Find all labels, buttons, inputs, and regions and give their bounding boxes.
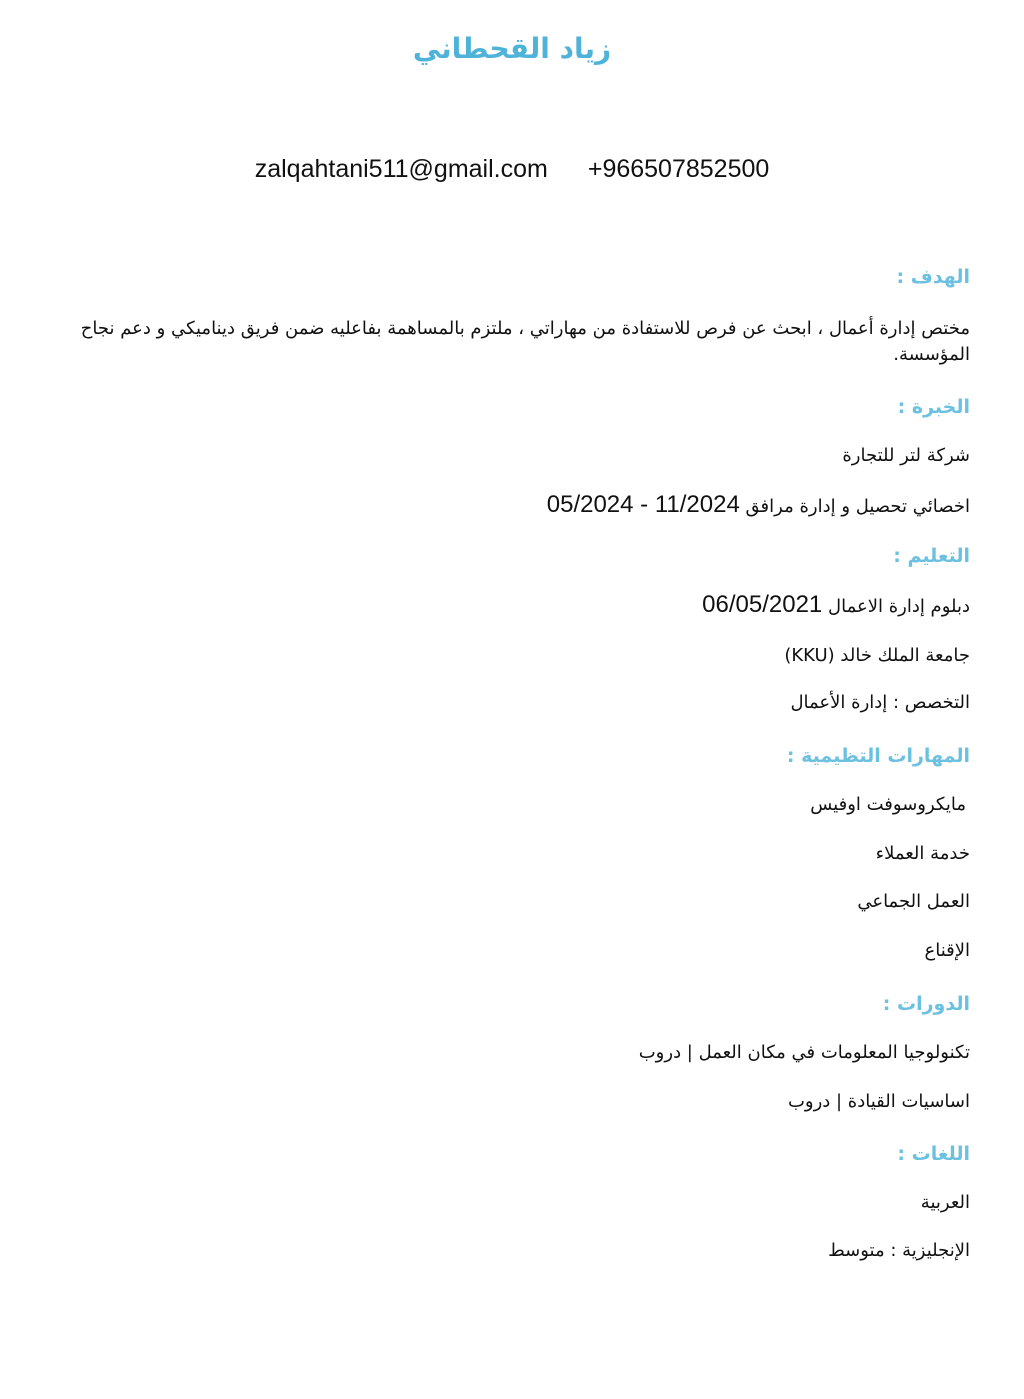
contact-info: [0, 155, 1024, 184]
skill-item: خدمة العملاء: [875, 843, 970, 864]
experience-role: اخصائي تحصيل و إدارة مرافق: [745, 496, 970, 517]
language-item: الإنجليزية : متوسط: [828, 1240, 970, 1261]
education-degree-line: [702, 592, 970, 620]
course-item: تكنولوجيا المعلومات في مكان العمل | دروب: [638, 1042, 970, 1063]
education-date: 06/05/2021: [702, 591, 823, 618]
skills-heading: المهارات التظيمية :: [786, 745, 970, 767]
course-item: اساسيات القيادة | دروب: [787, 1091, 970, 1112]
skill-item: مايكروسوفت اوفيس: [810, 794, 966, 815]
email[interactable]: zalqahtani511@gmail.com: [254, 155, 548, 183]
objective-heading: الهدف :: [896, 266, 970, 288]
courses-heading: الدورات :: [882, 993, 970, 1015]
languages-heading: اللغات :: [897, 1143, 970, 1165]
resume-name: زياد القحطاني: [412, 32, 612, 65]
experience-company: شركة لتر للتجارة: [842, 445, 970, 466]
experience-period: 05/2024 - 11/2024: [546, 491, 740, 518]
phone[interactable]: +966507852500: [587, 155, 770, 183]
objective-text: مختص إدارة أعمال ، ابحث عن فرص للاستفادة من مهاراتي ، ملتزم بالمساهمة بفاعليه ضمن فريق ديناميكي و دعم نجاح المؤسسة.: [80, 318, 970, 365]
skill-item: الإقناع: [924, 940, 970, 961]
experience-role-line: [547, 492, 970, 520]
skill-item: العمل الجماعي: [857, 891, 970, 912]
language-item: العربية: [920, 1192, 970, 1213]
education-heading: التعليم :: [893, 545, 970, 567]
experience-heading: الخبرة :: [897, 396, 970, 418]
education-degree: دبلوم إدارة الاعمال: [828, 596, 970, 617]
education-university: جامعة الملك خالد (KKU): [784, 645, 970, 666]
education-major: التخصص : إدارة الأعمال: [790, 692, 970, 713]
